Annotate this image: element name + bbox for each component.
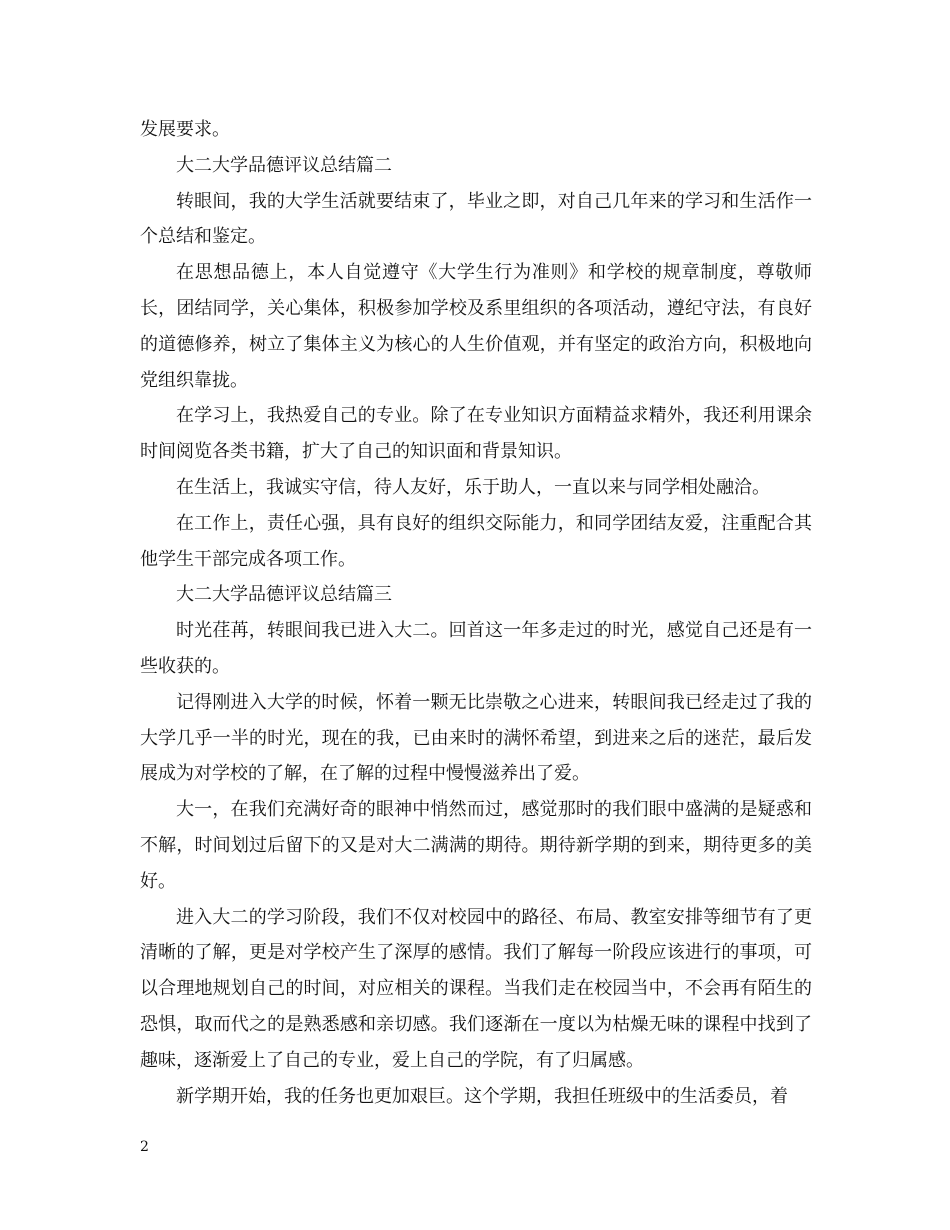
paragraph-12: 进入大二的学习阶段，我们不仅对校园中的路径、布局、教室安排等细节有了更清晰的了解，更是对学校产生了深厚的感情。我们了解每一阶段应该进行的事项，可以合理地规划自己的时间，对应相关的课程。当我们走在校园当中，不会再有陌生的恐惧，取而代之的是熟悉感和亲切感。我们逐渐在一度以为枯燥无味的课程中找到了趣味，逐渐爱上了自己的专业，爱上自己的学院，有了归属感。 (140, 906, 812, 1071)
paragraph-3: 转眼间，我的大学生活就要结束了，毕业之即，对自己几年来的学习和生活作一个总结和鉴定。 (140, 190, 812, 248)
paragraph-10: 记得刚进入大学的时候，怀着一颗无比崇敬之心进来，转眼间我已经走过了我的大学几乎一半的时光，现在的我，已由来时的满怀希望，到进来之后的迷茫，最后发展成为对学校的了解，在了解的过程中慢慢滋养出了爱。 (140, 691, 812, 785)
document-body (140, 112, 812, 1114)
paragraph-6: 在生活上，我诚实守信，待人友好，乐于助人，一直以来与同学相处融洽。 (176, 476, 770, 498)
paragraph-5: 在学习上，我热爱自己的专业。除了在专业知识方面精益求精外，我还利用课余时间阅览各类书籍，扩大了自己的知识面和背景知识。 (140, 405, 812, 463)
paragraph-4: 在思想品德上，本人自觉遵守《大学生行为准则》和学校的规章制度，尊敬师长，团结同学，关心集体，积极参加学校及系里组织的各项活动，遵纪守法，有良好的道德修养，树立了集体主义为核心的人生价值观，并有坚定的政治方向，积极地向党组织靠拢。 (140, 262, 812, 391)
page-number: 2 (140, 1139, 149, 1155)
paragraph-13: 新学期开始，我的任务也更加艰巨。这个学期，我担任班级中的生活委员，着 (176, 1085, 788, 1107)
section-heading-3: 大二大学品德评议总结篇三 (176, 584, 392, 606)
paragraph-9: 时光荏苒，转眼间我已进入大二。回首这一年多走过的时光，感觉自己还是有一些收获的。 (140, 620, 812, 677)
section-heading-2: 大二大学品德评议总结篇二 (176, 154, 392, 176)
paragraph-11: 大一，在我们充满好奇的眼神中悄然而过，感觉那时的我们眼中盛满的是疑惑和不解，时间划过后留下的又是对大二满满的期待。期待新学期的到来，期待更多的美好。 (140, 799, 812, 892)
paragraph-7: 在工作上，责任心强，具有良好的组织交际能力，和同学团结友爱，注重配合其他学生干部完成各项工作。 (140, 512, 812, 570)
paragraph-1: 发展要求。 (140, 119, 230, 140)
